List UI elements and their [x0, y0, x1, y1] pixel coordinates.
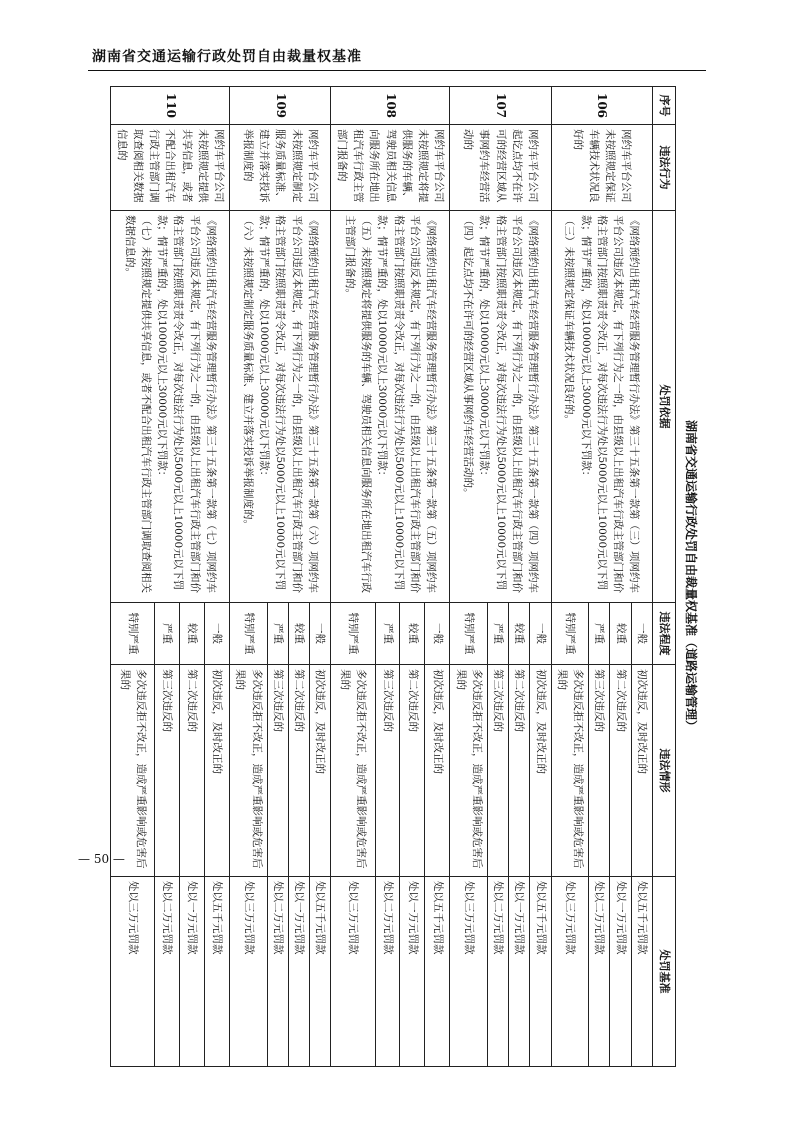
penalty-standard: 处以一万元罚款 [509, 877, 530, 1067]
violation-situation: 第二次违反的 [400, 665, 425, 877]
violation-situation: 第二次违反的 [288, 665, 309, 877]
table-row [310, 87, 331, 1067]
violation-degree: 一般 [631, 603, 652, 665]
row-index: 107 [450, 87, 551, 125]
violation-situation: 第三次违反的 [487, 665, 508, 877]
violation-degree: 严重 [267, 603, 288, 665]
row-index: 106 [551, 87, 652, 125]
violation-degree: 特别严重 [331, 603, 375, 665]
violation-degree: 一般 [425, 603, 450, 665]
violation-situation: 初次违反，及时改正的 [425, 665, 450, 877]
violation-act: 网约车平台公司起讫点均不在许可的经营区域从事网约车经营活动的 [450, 125, 551, 211]
penalty-standard: 处以二万元罚款 [589, 877, 610, 1067]
penalty-standard: 处以二万元罚款 [267, 877, 288, 1067]
violation-degree: 严重 [155, 603, 180, 665]
table-row [425, 87, 450, 1067]
violation-degree: 特别严重 [230, 603, 268, 665]
penalty-standard: 处以一万元罚款 [400, 877, 425, 1067]
violation-situation: 第二次违反的 [509, 665, 530, 877]
rotated-table-stage [115, 86, 698, 1066]
penalty-standard: 处以五千元罚款 [631, 877, 652, 1067]
penalty-standards-table [110, 86, 676, 1067]
violation-act: 网约车平台公司未按照规定保证车辆技术状况良好的 [551, 125, 652, 211]
violation-degree: 较重 [509, 603, 530, 665]
violation-situation: 初次违反，及时改正的 [530, 665, 551, 877]
violation-degree: 严重 [487, 603, 508, 665]
penalty-basis [551, 211, 652, 603]
table-header-row [653, 87, 676, 1067]
penalty-basis [331, 211, 450, 603]
penalty-basis-item: （六）未按照规定制定服务质量标准、建立并落实投诉举报制度的。 [241, 215, 254, 530]
violation-degree: 一般 [310, 603, 331, 665]
violation-situation: 第三次违反的 [589, 665, 610, 877]
table-caption: 湖南省交通运输行政处罚自由裁量权基准（道路运输管理） [684, 419, 698, 732]
violation-degree: 严重 [589, 603, 610, 665]
page-header-rule [88, 70, 706, 71]
violation-degree: 一般 [205, 603, 230, 665]
row-index: 109 [230, 87, 331, 125]
violation-degree: 较重 [610, 603, 631, 665]
column-header-act: 违法行为 [653, 125, 676, 211]
penalty-basis [450, 211, 551, 603]
penalty-basis-main: 《网络预约出租汽车经营服务管理暂行办法》第三十五条第一款第（四）项网约车平台公司违反本规定，有下列行为之一的，由县级以上出租汽车行政主管部门和价格主管部门按照职责责令改正，对每次违法行为处以5000元以上10000元以下罚款；情节严重的，处以10000元以上30000元以下罚款： [478, 215, 540, 593]
page-header-title: 湖南省交通运输行政处罚自由裁量权基准 [92, 49, 362, 65]
violation-degree: 较重 [180, 603, 205, 665]
violation-degree: 较重 [400, 603, 425, 665]
violation-degree: 严重 [375, 603, 400, 665]
penalty-standard: 处以二万元罚款 [155, 877, 180, 1067]
column-header-standard: 处罚基准 [653, 877, 676, 1067]
violation-situation: 多次违反拒不改正，造成严重影响或危害后果的 [450, 665, 488, 877]
violation-act: 网约车平台公司未按照规定提供共享信息，或者不配合出租汽车行政主管部门调取查阅相关数据信息的 [111, 125, 230, 211]
penalty-standard: 处以二万元罚款 [375, 877, 400, 1067]
penalty-standard: 处以三万元罚款 [551, 877, 589, 1067]
penalty-basis [111, 211, 230, 603]
violation-situation: 初次违反，及时改正的 [310, 665, 331, 877]
table-body [111, 87, 653, 1067]
penalty-standard: 处以一万元罚款 [610, 877, 631, 1067]
violation-act: 网约车平台公司未按照规定将提供服务的车辆、驾驶员相关信息向服务所在地出租汽车行政主管部门报备的 [331, 125, 450, 211]
penalty-standard: 处以三万元罚款 [450, 877, 488, 1067]
penalty-basis-main: 《网络预约出租汽车经营服务管理暂行办法》第三十五条第一款第（七）项网约车平台公司违反本规定，有下列行为之一的，由县级以上出租汽车行政主管部门和价格主管部门按照职责责令改正，对每次违法行为处以5000元以上10000元以下罚款；情节严重的，处以10000元以上30000元以下罚款： [156, 215, 218, 593]
penalty-basis-main: 《网络预约出租汽车经营服务管理暂行办法》第三十五条第一款第（三）项网约车平台公司违反本规定，有下列行为之一的，由县级以上出租汽车行政主管部门和价格主管部门按照职责责令改正，对每次违法行为处以5000元以上10000元以下罚款；情节严重的，处以10000元以上30000元以下罚款： [579, 215, 641, 593]
penalty-standard: 处以五千元罚款 [425, 877, 450, 1067]
penalty-basis-item: （五）未按照规定将提供服务的车辆、驾驶员相关信息向服务所在地出租汽车行政主管部门报备的。 [343, 215, 373, 593]
penalty-basis-main: 《网络预约出租汽车经营服务管理暂行办法》第三十五条第一款第（六）项网约车平台公司违反本规定，有下列行为之一的，由县级以上出租汽车行政主管部门和价格主管部门按照职责责令改正，对每次违法行为处以5000元以上10000元以下罚款；情节严重的，处以10000元以上30000元以下罚款： [258, 215, 319, 593]
violation-situation: 第三次违反的 [155, 665, 180, 877]
penalty-standard: 处以三万元罚款 [111, 877, 155, 1067]
page-number: — 50 — [78, 852, 125, 866]
column-header-basis: 处罚依据 [653, 211, 676, 603]
violation-degree: 特别严重 [450, 603, 488, 665]
violation-situation: 多次违反拒不改正，造成严重影响或危害后果的 [331, 665, 375, 877]
violation-situation: 第二次违反的 [610, 665, 631, 877]
violation-situation: 初次违反，及时改正的 [205, 665, 230, 877]
penalty-basis-item: （七）未按照规定提供共享信息，或者不配合出租汽车行政主管部门调取查阅相关数据信息的。 [123, 215, 152, 593]
penalty-standard: 处以五千元罚款 [205, 877, 230, 1067]
penalty-standard: 处以一万元罚款 [180, 877, 205, 1067]
penalty-basis-main: 《网络预约出租汽车经营服务管理暂行办法》第三十五条第一款第（五）项网约车平台公司违反本规定，有下列行为之一的，由县级以上出租汽车行政主管部门和价格主管部门按照职责责令改正，对每次违法行为处以5000元以上10000元以下罚款；情节严重的，处以10000元以上30000元以下罚款： [376, 215, 438, 593]
penalty-standard: 处以三万元罚款 [230, 877, 268, 1067]
violation-degree: 较重 [288, 603, 309, 665]
violation-situation: 多次违反拒不改正，造成严重影响或危害后果的 [111, 665, 155, 877]
table-row [530, 87, 551, 1067]
violation-situation: 第三次违反的 [267, 665, 288, 877]
violation-situation: 第三次违反的 [375, 665, 400, 877]
violation-situation: 初次违反，及时改正的 [631, 665, 652, 877]
violation-degree: 一般 [530, 603, 551, 665]
column-header-index: 序号 [653, 87, 676, 125]
violation-situation: 多次违反拒不改正，造成严重影响或危害后果的 [230, 665, 268, 877]
penalty-standard: 处以三万元罚款 [331, 877, 375, 1067]
penalty-standard: 处以五千元罚款 [310, 877, 331, 1067]
row-index: 110 [111, 87, 230, 125]
penalty-basis-item: （四）起讫点均不在许可的经营区域从事网约车经营活动的。 [462, 215, 475, 499]
table-row [631, 87, 652, 1067]
violation-act: 网约车平台公司未按照规定制定服务质量标准、建立并落实投诉举报制度的 [230, 125, 331, 211]
violation-situation: 第二次违反的 [180, 665, 205, 877]
violation-degree: 特别严重 [551, 603, 589, 665]
row-index: 108 [331, 87, 450, 125]
table-row [205, 87, 230, 1067]
column-header-situation: 违法情形 [653, 665, 676, 877]
penalty-standard: 处以二万元罚款 [487, 877, 508, 1067]
penalty-basis [230, 211, 331, 603]
violation-situation: 多次违反拒不改正，造成严重影响或危害后果的 [551, 665, 589, 877]
column-header-degree: 违法程度 [653, 603, 676, 665]
penalty-basis-item: （三）未按照规定保证车辆技术状况良好的。 [563, 215, 576, 425]
violation-degree: 特别严重 [111, 603, 155, 665]
penalty-standard: 处以五千元罚款 [530, 877, 551, 1067]
penalty-standard: 处以一万元罚款 [288, 877, 309, 1067]
